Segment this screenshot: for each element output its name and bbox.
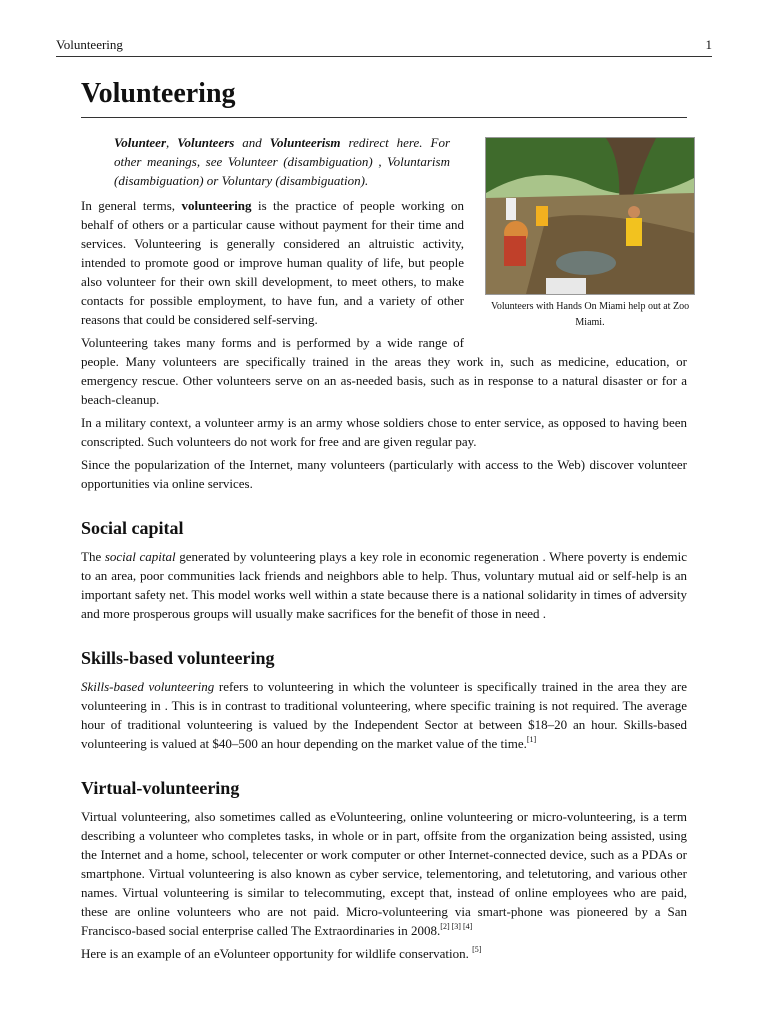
intro-paragraph: In a military context, a volunteer army is an army whose soldiers chose to enter service, as opposed to having been conscripted. Such volunteers do not work for free and are given regular pay. bbox=[81, 415, 687, 449]
virtual-paragraph bbox=[81, 807, 687, 940]
running-title: Volunteering bbox=[56, 37, 123, 52]
virtual-example-paragraph bbox=[81, 944, 687, 963]
figure bbox=[478, 137, 702, 331]
section-heading-social-capital: Social capital bbox=[81, 518, 184, 538]
text: refers to volunteering in which the volunteer is specifically trained in the area they are volunteering in . This is in contrast to traditional volunteering, where specific training is not required. The average hour of traditional volunteering is valued by the Independent Sector at between $18–20 an hour. Skills-based volunteering is valued at $40–500 an hour depending on the market value of the time. bbox=[81, 679, 688, 751]
text: is the practice of people working on behalf of others or a particular cause without payment for their time and services. Volunteering is generally considered an altruistic activity, intended to promote good or improve human quality of life, but people also volunteer for their own skill development, to meet others, to make contacts for possible employment, to have fun, and a variety of other reasons that could be considered self-serving. bbox=[81, 198, 464, 327]
citation-ref[interactable]: [5] bbox=[472, 945, 482, 954]
hatnote-text: , bbox=[166, 135, 178, 150]
bold-term: volunteering bbox=[181, 198, 252, 213]
italic-term: Skills-based volunteering bbox=[81, 679, 215, 694]
hatnote-text: redirect here. For other meanings, see Volunteer (disambiguation) , Voluntarism (disambiguation) or Voluntary (disambiguation). bbox=[114, 135, 450, 188]
social-capital-paragraph bbox=[81, 547, 687, 623]
intro-paragraph: Volunteering takes many forms and is performed by a wide range of people. Many volunteers are specifically trained in the areas they work in, such as medicine, education, or emergency rescue. Other volunteers serve on an as-needed basis, such as in response to a natural disaster or for a beach-cleanup. bbox=[81, 335, 687, 407]
figure-caption: Volunteers with Hands On Miami help out at Zoo Miami. bbox=[490, 301, 690, 328]
hatnote-term: Volunteerism bbox=[269, 135, 341, 150]
text: generated by volunteering plays a key role in economic regeneration . Where poverty is endemic to an area, poor communities lack friends and neighbors able to help. Thus, voluntary mutual aid or self-help is an important safety net. This model works well within a state because there is a national solidarity in times of adversity and more prosperous groups will usually make sacrifices for the benefit of those in need . bbox=[81, 549, 687, 621]
text: Here is an example of an eVolunteer opportunity for wildlife conservation. bbox=[81, 946, 473, 961]
citation-refs[interactable]: [2] [3] [4] bbox=[440, 922, 473, 931]
section-heading-skills: Skills-based volunteering bbox=[81, 648, 275, 668]
intro-paragraph: Since the popularization of the Internet, many volunteers (particularly with access to the Web) discover volunteer opportunities via online services. bbox=[81, 457, 687, 491]
section-heading-virtual: Virtual-volunteering bbox=[81, 778, 240, 798]
volunteers-photo bbox=[485, 137, 695, 295]
citation-ref[interactable]: [1] bbox=[526, 735, 537, 744]
skills-paragraph bbox=[81, 677, 687, 753]
hatnote-term: Volunteer bbox=[114, 135, 167, 150]
hatnote bbox=[114, 133, 450, 190]
page-number: 1 bbox=[705, 37, 712, 52]
text: The bbox=[81, 549, 105, 564]
italic-term: social capital bbox=[104, 549, 176, 564]
page-title: Volunteering bbox=[81, 76, 687, 118]
hatnote-term: Volunteers bbox=[177, 135, 235, 150]
text: Virtual volunteering, also sometimes called as eVolunteering, online volunteering or micro-volunteering, is a term describing a volunteer who completes tasks, in whole or in part, offsite from the organization being assisted, using the Internet and a home, school, telecenter or work computer or other Internet-connected device, such as a PDAs or smartphone. Virtual volunteering is also known as cyber service, telementoring, and teletutoring, and various other names. Virtual volunteering is similar to telecommuting, except that, instead of online employees who are paid, these are online volunteers who are not paid. Micro-volunteering via smart-phone was pioneered by a San Francisco-based social enterprise called The Extraordinaries in 2008. bbox=[81, 809, 687, 938]
running-header bbox=[56, 37, 712, 57]
article-body bbox=[81, 133, 690, 967]
hatnote-text: and bbox=[234, 135, 270, 150]
text: In general terms, bbox=[81, 198, 182, 213]
